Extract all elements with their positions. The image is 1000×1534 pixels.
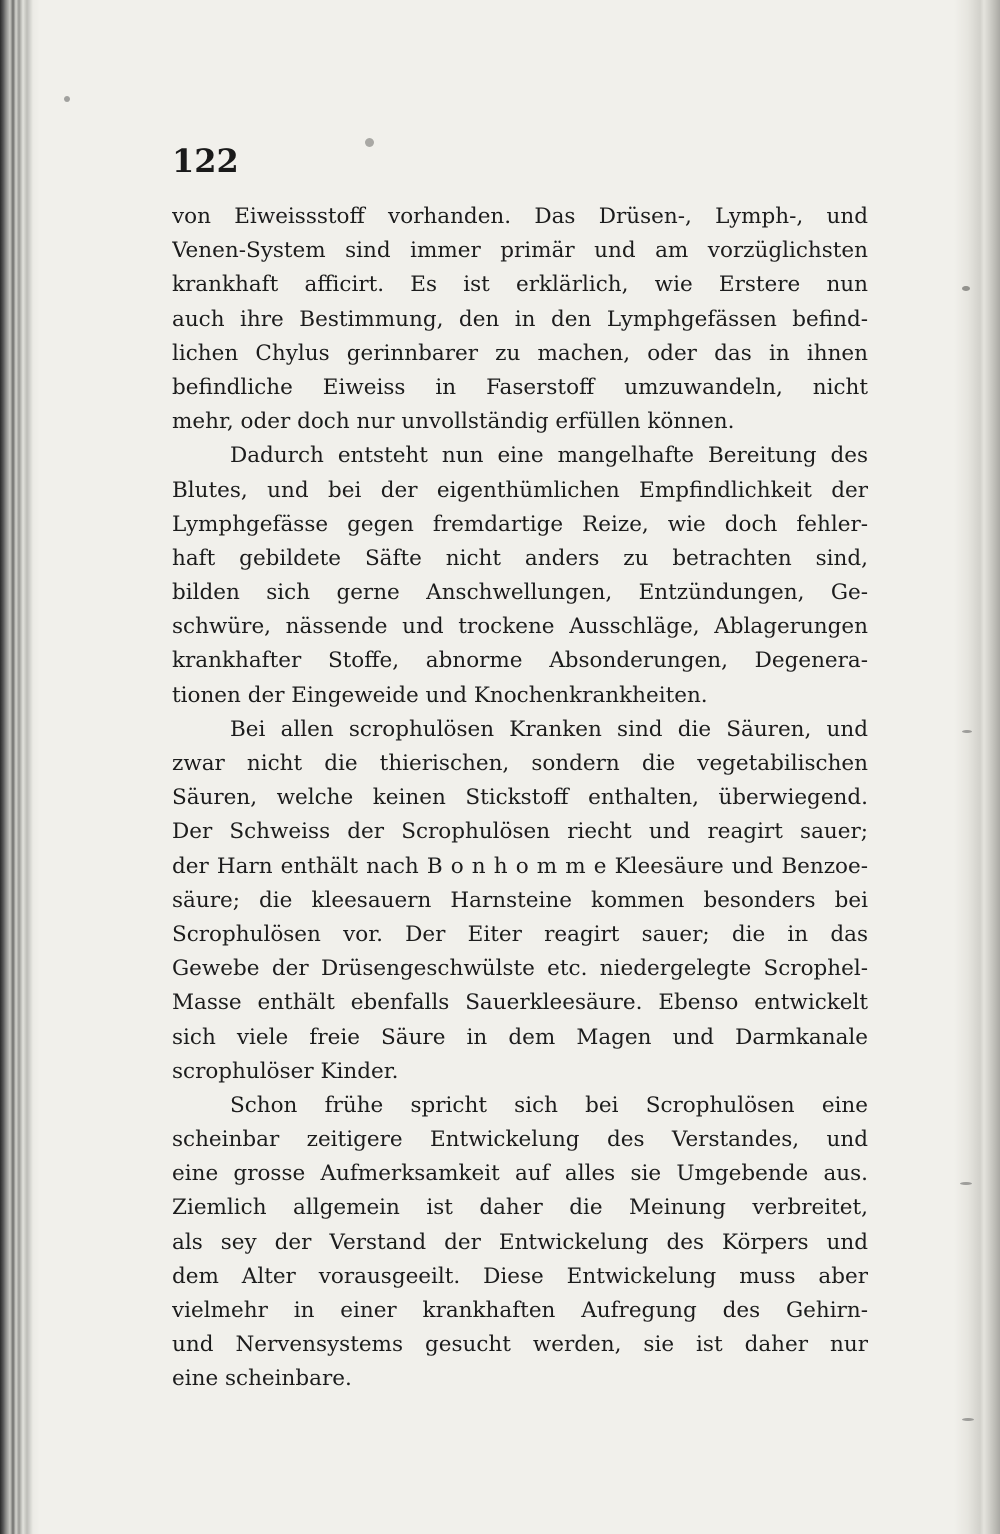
- text-line: bilden sich gerne Anschwellungen, Entzündungen, Ge-: [172, 580, 868, 606]
- text-line: Lymphgefässe gegen fremdartige Reize, wie doch fehler-: [172, 511, 868, 537]
- text-line: säure; die kleesauern Harnsteine kommen besonders bei: [172, 887, 868, 913]
- text-line: Schon frühe spricht sich bei Scrophulösen eine: [230, 1092, 868, 1118]
- text-line: Der Schweiss der Scrophulösen riecht und reagirt sauer;: [172, 819, 868, 845]
- text-line: Gewebe der Drüsengeschwülste etc. niedergelegte Scrophel-: [172, 956, 868, 982]
- text-line: schwüre, nässende und trockene Ausschläge, Ablagerungen: [172, 614, 868, 640]
- text-line: sich viele freie Säure in dem Magen und Darmkanale: [172, 1024, 868, 1050]
- text-line: scheinbar zeitigere Entwickelung des Verstandes, und: [172, 1127, 868, 1153]
- text-line: Scrophulösen vor. Der Eiter reagirt sauer; die in das: [172, 921, 868, 947]
- text-line: dem Alter vorausgeeilt. Diese Entwickelung muss aber: [172, 1263, 868, 1289]
- text-line: Säuren, welche keinen Stickstoff enthalten, überwiegend.: [172, 785, 868, 811]
- text-line: scrophulöser Kinder.: [172, 1058, 399, 1084]
- text-line: von Eiweissstoff vorhanden. Das Drüsen-, Lymph-, und: [172, 204, 868, 229]
- text-line: krankhaft afficirt. Es ist erklärlich, wie Erstere nun: [172, 272, 868, 298]
- speck-top-center: [365, 138, 374, 147]
- paragraph-1: [172, 200, 868, 439]
- text-line: eine scheinbare.: [172, 1366, 352, 1392]
- text-line: tionen der Eingeweide und Knochenkrankheiten.: [172, 682, 708, 708]
- body-text: [172, 200, 868, 1397]
- speck-top-left: [64, 96, 70, 102]
- paragraph-2: [172, 439, 868, 713]
- text-line: Dadurch entsteht nun eine mangelhafte Bereitung des: [230, 443, 868, 469]
- text-line: Venen-System sind immer primär und am vorzüglichsten: [172, 238, 868, 264]
- text-line: zwar nicht die thierischen, sondern die vegetabilischen: [172, 751, 868, 776]
- text-line: lichen Chylus gerinnbarer zu machen, oder das in ihnen: [172, 340, 868, 366]
- text-line: Ziemlich allgemein ist daher die Meinung verbreitet,: [172, 1195, 868, 1221]
- text-line: auch ihre Bestimmung, den in den Lymphgefässen befind-: [172, 306, 868, 332]
- text-line: Blutes, und bei der eigenthümlichen Empfindlichkeit der: [172, 477, 868, 503]
- paragraph-3: [172, 713, 868, 1089]
- margin-mark-3: [960, 1182, 972, 1185]
- text-line: eine grosse Aufmerksamkeit auf alles sie Umgebende aus.: [172, 1161, 868, 1187]
- page-number: 122: [172, 142, 239, 180]
- text-line: der Harn enthält nach B o n h o m m e Kleesäure und Benzoe-: [172, 853, 868, 879]
- text-line: als sey der Verstand der Entwickelung des Körpers und: [172, 1229, 868, 1255]
- margin-mark-2: [962, 730, 972, 733]
- text-line: Bei allen scrophulösen Kranken sind die Säuren, und: [230, 716, 868, 742]
- text-line: haft gebildete Säfte nicht anders zu betrachten sind,: [172, 545, 868, 571]
- text-line: befindliche Eiweiss in Faserstoff umzuwandeln, nicht: [172, 374, 868, 400]
- text-line: Masse enthält ebenfalls Sauerkleesäure. Ebenso entwickelt: [172, 990, 868, 1016]
- margin-mark-4: [962, 1418, 974, 1421]
- text-line: mehr, oder doch nur unvollständig erfüllen können.: [172, 409, 735, 435]
- text-line: und Nervensystems gesucht werden, sie ist daher nur: [172, 1332, 868, 1358]
- page-edge-right: [954, 0, 1000, 1534]
- paragraph-4: [172, 1089, 868, 1397]
- text-line: krankhafter Stoffe, abnorme Absonderungen, Degenera-: [172, 648, 868, 674]
- text-line: vielmehr in einer krankhaften Aufregung des Gehirn-: [172, 1298, 868, 1323]
- book-binding-edge: [0, 0, 40, 1534]
- margin-mark-1: [962, 286, 970, 291]
